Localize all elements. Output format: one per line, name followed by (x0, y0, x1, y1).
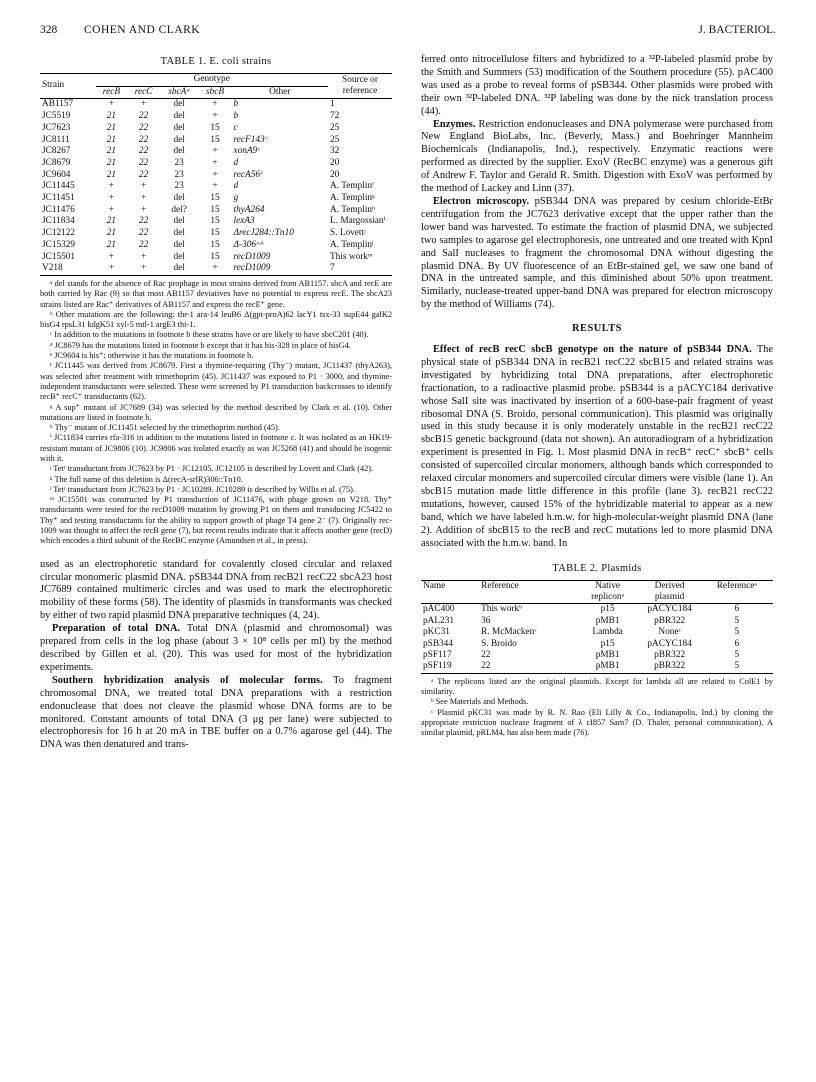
strain-row (40, 193, 392, 205)
plasmids-col-header: Name (421, 580, 479, 604)
strain-cell: + (108, 251, 115, 262)
plasmid-cell: 22 (479, 661, 577, 673)
table1-footnote: ᵇ Other mutations are the following: thr-1 ara-14 leuB6 Δ(gpt-proA)62 lacY1 tsx-33 supE44 galK2 hisG4 rpsL31 kdgK51 xyl-5 mtl-1 argE3 thi-1. (40, 309, 392, 330)
strain-name-cell: JC11451 (42, 193, 75, 204)
plasmid-cell: 22 (481, 649, 491, 660)
table2-footnote: ᵇ See Materials and Methods. (431, 697, 529, 707)
strain-name-cell: JC7623 (42, 122, 71, 133)
plasmid-name-cell: pSF117 (423, 649, 452, 660)
strain-cell: recD1009 (232, 263, 328, 275)
table1-footnote: ʲ Tetʳ transductant from JC7623 by P1 · JC12105. JC12105 is described by Lovett and Clark (42). (50, 464, 374, 474)
strain-row (40, 146, 392, 158)
table1-footnote: ᵉ JC9604 is his⁺; otherwise it has the mutations in footnote b. (50, 351, 254, 361)
strain-header: Strain (40, 74, 96, 99)
em-paragraph (421, 196, 773, 312)
strain-cell: 21 (106, 157, 117, 168)
strain-cell: + (140, 193, 147, 204)
strain-cell: d (233, 157, 239, 168)
plasmid-name-cell: pAC400 (423, 604, 455, 615)
strain-row (40, 158, 392, 170)
strain-row (40, 123, 392, 135)
strain-cell: + (212, 157, 218, 168)
plasmid-row (421, 639, 773, 650)
strain-row (40, 135, 392, 147)
strain-cell: 21 (106, 111, 117, 122)
plasmid-row (421, 627, 773, 638)
strain-cell: 1 (330, 99, 335, 110)
plasmid-cell: S. Broido (481, 638, 517, 649)
strain-row (40, 263, 392, 275)
strain-cell: 20 (330, 169, 340, 180)
strain-cell: + (108, 204, 115, 215)
strain-cell: 22 (138, 146, 149, 157)
table1-footnote: ʰ Thy⁻ mutant of JC11451 selected by the trimethoprim method (45). (50, 423, 280, 433)
strain-cell: 21 (106, 169, 117, 180)
strain-cell: 15 (210, 193, 220, 204)
strain-cell: + (212, 99, 218, 110)
plasmid-cell: 36 (481, 615, 491, 626)
strain-cell: del (173, 216, 185, 227)
plasmid-name-cell: pKC31 (423, 627, 450, 638)
strain-name-cell: JC8679 (42, 157, 71, 168)
plasmid-cell: Lambda (592, 627, 623, 638)
left-paragraph-continued: used as an electrophoretic standard for covalently closed circular and relaxed circular monomeric plasmid DNA. pSB344 DNA from recB21 recC22 sbcA23 host JC7689 contained multimeric circles and was used to mark the electrophoretic mobility of these forms (58). The identity of plasmids in transformants was checked by either of two rapid plasmid DNA preparative techniques (4, 24). (40, 558, 392, 622)
strain-cell: 72 (330, 111, 340, 122)
strain-cell: recF143ᶜ (233, 134, 268, 145)
strain-cell: del (160, 263, 199, 275)
strain-cell: 25 (330, 122, 340, 133)
strain-cell: del (173, 146, 185, 157)
em-body: pSB344 DNA was prepared by cesium chloride-EtBr centrifugation from the JC7623 derivative except that the upper rather than the lower band was harvested. To estimate the fraction of plasmid DNA, we subjected two samples to agarose gel electrophoresis, one untreated and one treated with KpnI and SalI nucleases to fragment the chromosomal DNA without digesting the plasmid DNA. By UV fluorescence of an EtBr-stained gel, we saw one band of DNA in the untreated sample, and this diminished about 50% upon treatment. Similarly, nuclease-treated upper-band DNA was prepared for electron microscopy by the method of Williams (74). (421, 195, 773, 311)
strain-name-cell: JC11476 (42, 204, 75, 215)
strains-table (40, 73, 392, 276)
strain-cell: + (108, 193, 115, 204)
left-column (40, 52, 392, 752)
strain-name-cell: JC8267 (42, 146, 71, 157)
strain-cell: del (173, 99, 185, 110)
strain-cell: 22 (138, 157, 149, 168)
strain-cell: A. Templinˡ (330, 239, 374, 250)
plasmid-name-cell: pAL231 (423, 615, 454, 626)
strain-cell: 15 (210, 228, 220, 239)
running-authors: COHEN AND CLARK (84, 24, 201, 36)
enzymes-paragraph (421, 119, 773, 196)
strain-row (40, 99, 392, 111)
strain-row (40, 228, 392, 240)
strain-cell: 21 (106, 146, 117, 157)
strain-name-cell: JC11445 (42, 181, 75, 192)
prep-total-dna-body: Total DNA (plasmid and chromosomal) was prepared from cells in the log phase (about 3 × 10⁸ cells per ml) by the method described by Gillen et al. (20). This was used for most of the hybridization experiments. (40, 623, 392, 673)
strain-cell: del (173, 193, 185, 204)
southern-paragraph (40, 675, 392, 752)
genotype-col-header: recB (96, 86, 128, 99)
strain-cell: S. Lovettʲ (330, 228, 366, 239)
strain-cell: 7 (328, 263, 392, 275)
strain-row (40, 205, 392, 217)
plasmids-col-header: Reference (479, 580, 577, 604)
strain-cell: del (173, 239, 185, 250)
table2-footnote: ᶜ Plasmid pKC31 was made by R. N. Rao (Eli Lilly & Co., Indianapolis, Ind.) by cloning the appropriate restriction nuclease fragment of λ cI857 Sam7 (D. Thaler, personal communication). A similar plasmid, pRLM4, has also been made (76). (421, 707, 773, 738)
strain-name-cell: JC8111 (42, 134, 70, 145)
strain-cell: + (108, 99, 115, 110)
plasmids-col-header: Referenceᵃ (701, 580, 773, 604)
strain-cell: ΔrecJ284::Tn10 (233, 228, 294, 239)
strain-row (40, 252, 392, 264)
table2-footnotes (421, 677, 773, 739)
table1-footnote: ᵍ A sup⁺ mutant of JC7689 (34) was selected by the method described by Clark et al. (10). Other mutations are listed in footnote b. (40, 402, 392, 422)
plasmid-cell: pBR322 (639, 661, 701, 673)
plasmid-row (421, 650, 773, 661)
strain-cell: 21 (106, 228, 117, 239)
strain-cell: + (212, 111, 218, 122)
plasmid-cell: p15 (600, 638, 615, 649)
plasmids-header-row (421, 580, 773, 604)
strain-cell: A. Templinᵍ (330, 193, 375, 204)
plasmid-cell: R. McMackenᶜ (481, 627, 537, 638)
plasmid-row (421, 604, 773, 616)
table1-footnotes (40, 279, 392, 547)
strain-cell: 23 (174, 157, 184, 168)
table1-caption: TABLE 1. E. coli strains (160, 56, 272, 67)
strain-cell: b (233, 111, 239, 122)
strain-cell: recD1009 (233, 251, 271, 262)
strain-cell: d (233, 181, 239, 192)
strain-cell: del (173, 122, 185, 133)
strain-cell: 21 (106, 216, 117, 227)
table1-footnote: ᶠ JC11445 was derived from JC8679. First a thymine-requiring (Thy⁻) mutant, JC11437 (thyA263), was selected after treatment with trimethoprim (45). JC11437 was exposed to P1 · 3000, and thymine-independent transductants were selected. These were screened by P1 transduction backcrosses to identify recB⁺ recC⁺ transductants (62). (40, 361, 392, 402)
enzymes-body: Restriction endonucleases and DNA polymerase were purchased from New England BioLabs, Inc. (Beverly, Mass.) and Boehringer Mannheim Biochemicals (Indianapolis, Ind.), respectively. Enzymatic reactions were performed as directed by the supplier. ExoV (RecBC enzyme) was a generous gift of Andrew F. Taylor and Gerald R. Smith. Digestion with ExoV was performed by the method of Lackey and Linn (37). (421, 118, 773, 195)
strain-cell: del (173, 228, 185, 239)
strain-cell: 32 (330, 146, 340, 157)
strain-name-cell: JC5519 (42, 111, 71, 122)
strain-cell: + (212, 146, 218, 157)
strain-row (40, 111, 392, 123)
page-number: 328 (40, 24, 58, 36)
strain-cell: + (96, 263, 128, 275)
strain-cell: 22 (138, 169, 149, 180)
genotype-col-header: sbcB (198, 86, 231, 99)
strain-cell: recA56ᵉ (233, 169, 263, 180)
em-heading: Electron microscopy. (433, 195, 530, 207)
strain-cell: + (108, 181, 115, 192)
strain-cell: 23 (174, 169, 184, 180)
plasmid-cell: 6 (734, 638, 740, 649)
strain-cell: 22 (138, 216, 149, 227)
genotype-col-header: recC (127, 86, 160, 99)
table1-footnote: ᵈ JC8679 has the mutations listed in footnote b except that it has his-328 in place of hisG4. (50, 340, 351, 350)
right-body-text (421, 54, 773, 551)
plasmid-cell: pACYC184 (647, 638, 692, 649)
prep-total-dna-paragraph (40, 623, 392, 675)
plasmid-cell: pBR322 (654, 649, 686, 660)
strain-name-cell: JC12122 (42, 228, 76, 239)
genotype-col-header: sbcAᵃ (160, 86, 199, 99)
strain-cell: + (212, 181, 218, 192)
strain-cell: del (173, 134, 185, 145)
strain-row (40, 181, 392, 193)
strain-cell: A. Templinᶠ (330, 181, 374, 192)
strain-cell: This workᵐ (330, 251, 373, 262)
table2-caption: TABLE 2. Plasmids (552, 562, 642, 574)
strain-cell: + (140, 181, 147, 192)
plasmid-cell: Noneᶜ (658, 627, 681, 638)
strain-name-cell: JC9604 (42, 169, 71, 180)
left-body-text (40, 559, 392, 753)
strain-row (40, 170, 392, 182)
strain-cell: + (127, 263, 160, 275)
table1-footnote: ᵏ The full name of this deletion is Δ(recA-srlR)306::Tn10. (50, 474, 243, 484)
right-paragraph-continued: ferred onto nitrocellulose filters and hybridized to a ³²P-labeled plasmid probe by the Smith and Summers (53) modification of the Southern procedure (55). pAC400 was used as a probe to reveal forms of pSB344. Other plasmids were probed with their own ³²P-labeled DNA. ³²P labeling was done by the nick translation process (44). (421, 54, 773, 117)
plasmid-row (421, 661, 773, 673)
strain-cell: 21 (106, 122, 117, 133)
plasmid-cell: This workᵇ (481, 604, 522, 615)
running-header (40, 24, 776, 44)
strain-name-cell: V218 (40, 263, 96, 275)
strains-body (40, 99, 392, 276)
plasmid-name-cell: pSF119 (421, 661, 479, 673)
effect-paragraph (421, 344, 773, 551)
strain-name-cell: JC15329 (42, 239, 76, 250)
strain-cell: 23 (174, 181, 184, 192)
strain-cell: Δ-306ᶜ·ᵏ (233, 239, 264, 250)
genotype-col-header: Other (232, 86, 328, 99)
plasmid-cell: pMB1 (595, 649, 620, 660)
strain-name-cell: JC15501 (42, 251, 76, 262)
strain-cell: + (140, 204, 147, 215)
strain-cell: b (233, 99, 239, 110)
strain-cell: c (233, 122, 238, 133)
strain-cell: + (140, 99, 147, 110)
strain-cell: 20 (330, 157, 340, 168)
plasmids-col-header: Native repliconᵃ (577, 580, 639, 604)
strain-cell: 15 (210, 216, 220, 227)
strain-cell: + (212, 169, 218, 180)
table1-footnote: ⁱ JC11834 carries rfa-316 in addition to the mutations listed in footnote c. It was isolated as an HK19-resistant mutant of JC9806 (10). JC9806 was isolated exactly as was JC5268 (41) and should be isogenic with it. (40, 433, 392, 463)
plasmid-cell: 5 (734, 627, 740, 638)
journal-name: J. BACTERIOL. (698, 24, 776, 36)
table2-footnote: ᵃ The replicons listed are the original plasmids. Except for lambda all are related to ColE1 by similarity. (421, 676, 773, 697)
plasmid-row (421, 616, 773, 627)
table1-footnote: ᶜ In addition to the mutations in footnote b these strains have or are likely to have sbcC201 (40). (50, 330, 369, 340)
strain-cell: 15 (210, 134, 220, 145)
strain-cell: L. Margossianⁱ (330, 216, 386, 227)
strain-cell: xonA9ᶜ (233, 146, 260, 157)
strain-cell: A. Templinʰ (330, 204, 376, 215)
strain-cell: 15 (210, 239, 220, 250)
effect-body: The physical state of pSB344 DNA in recB21 recC22 sbcB15 and related strains was investigated by hybridizing total DNA preparations, after electrophoretic fractionation, to a radioactive plasmid probe. pSB344 is a pACYC184 derivative whose SalI site was inactivated by insertion of a 600-base-pair fragment of yeast ribosomal DNA (S. Broido, personal communication). This plasmid was originally used in this study because it is only moderately unstable in the recB21 recC22 sbcB15 genetic background (data not shown). An autoradiogram of a hybridization experiment is presented in Fig. 1. Most plasmid DNA in recB⁺ recC⁺ sbcB⁺ cells consisted of supercoiled circular monomers, although bands which corresponded to relaxed circular monomers and supercoiled circular dimers were visible (lane 1). An sbcB15 mutation made little difference in this profile (lane 3). recB21 recC22 mutations, however, caused 15% of the hybridizable material to appear as a new band, which we have labeled h.m.w. for high-molecular-weight plasmid DNA (lane 2). Addition of sbcB15 to the recB and recC mutations led to more plasmid DNA associated with the h.m.w. band. In (421, 344, 773, 549)
strain-cell: 22 (138, 122, 149, 133)
strain-name-cell: AB1157 (42, 99, 74, 110)
plasmids-col-header: Derived plasmid (639, 580, 701, 604)
plasmid-cell: 6 (734, 604, 740, 615)
genotype-header: Genotype (96, 74, 328, 87)
table1-footnote: ᵃ del stands for the absence of Rac prophage in most strains derived from AB1157. sbcA and recE are both carried by Rac (9) so that most AB1157 deviatives have no potential to express recE. The sbcA23 strains listed are Rac⁺ derivatives of AB1157 and express the recE⁺ gene. (40, 278, 392, 309)
strain-cell: + (198, 263, 231, 275)
plasmid-cell: pACYC184 (647, 604, 692, 615)
plasmid-cell: 5 (701, 661, 773, 673)
strain-cell: g (233, 193, 239, 204)
results-heading: RESULTS (572, 323, 622, 335)
source-header: Source or reference (328, 74, 392, 99)
strain-cell: 15 (210, 204, 220, 215)
plasmid-cell: pMB1 (595, 615, 620, 626)
strain-name-cell: JC11834 (42, 216, 75, 227)
enzymes-heading: Enzymes. (433, 118, 476, 130)
strain-cell: 22 (138, 228, 149, 239)
plasmids-body (421, 604, 773, 673)
strain-row (40, 216, 392, 228)
table1-footnote: ᵐ JC15501 was constructed by P1 transduction of JC11476, with phage grown on V218. Thy⁺ transductants were tested for the recD1009 mutation by growing P1 on them and transducing JC5422 to Thy⁺ and testing transductants for the ability to support growth of phage T4 gene 2⁻ (7). Originally rec-1009 was thought to affect the recB gene (7), but recent results indicate that it affects another gene (recD) which encodes a third subunit of the RecBC enzyme (Amundsen et al., in press). (40, 495, 392, 546)
plasmid-name-cell: pSB344 (423, 638, 453, 649)
plasmid-cell: pMB1 (577, 661, 639, 673)
strain-cell: 21 (106, 134, 117, 145)
plasmids-table (421, 580, 773, 674)
strain-row (40, 240, 392, 252)
strain-cell: 15 (210, 122, 220, 133)
plasmid-cell: 5 (734, 615, 740, 626)
strain-cell: 22 (138, 239, 149, 250)
strain-cell: thyA264 (233, 204, 265, 215)
right-column (421, 54, 773, 739)
strain-cell: del (173, 251, 185, 262)
southern-heading: Southern hybridization analysis of molecular forms. (52, 674, 323, 686)
effect-heading: Effect of recB recC sbcB genotype on the nature of pSB344 DNA. (433, 344, 752, 356)
strain-cell: 22 (138, 111, 149, 122)
strain-cell: del? (171, 204, 187, 215)
strain-cell: 25 (330, 134, 340, 145)
strain-cell: + (140, 251, 147, 262)
strain-cell: 21 (106, 239, 117, 250)
strain-cell: del (173, 111, 185, 122)
prep-total-dna-heading: Preparation of total DNA. (52, 623, 181, 635)
table1-footnote: ˡ Tetʳ transductant from JC7623 by P1 · JC10289. JC10289 is described by Willis et al. (75). (50, 484, 355, 494)
plasmid-cell: pBR322 (654, 615, 686, 626)
strain-cell: 15 (210, 251, 220, 262)
southern-body: To fragment chromosomal DNA, we treated total DNA preparations with a restriction endonuclease that does not cleave the plasmid whose DNA forms are to be monitored. Constant amounts of total DNA (3 μg per lane) were subjected to electrophoresis for 16 h at 20 mA in TBE buffer on a 0.7% agarose gel (44). The DNA was then denatured and trans- (40, 674, 392, 751)
strain-cell: 22 (138, 134, 149, 145)
strain-cell: lexA3 (233, 216, 255, 227)
plasmid-cell: p15 (600, 604, 615, 615)
plasmid-cell: 5 (734, 649, 740, 660)
